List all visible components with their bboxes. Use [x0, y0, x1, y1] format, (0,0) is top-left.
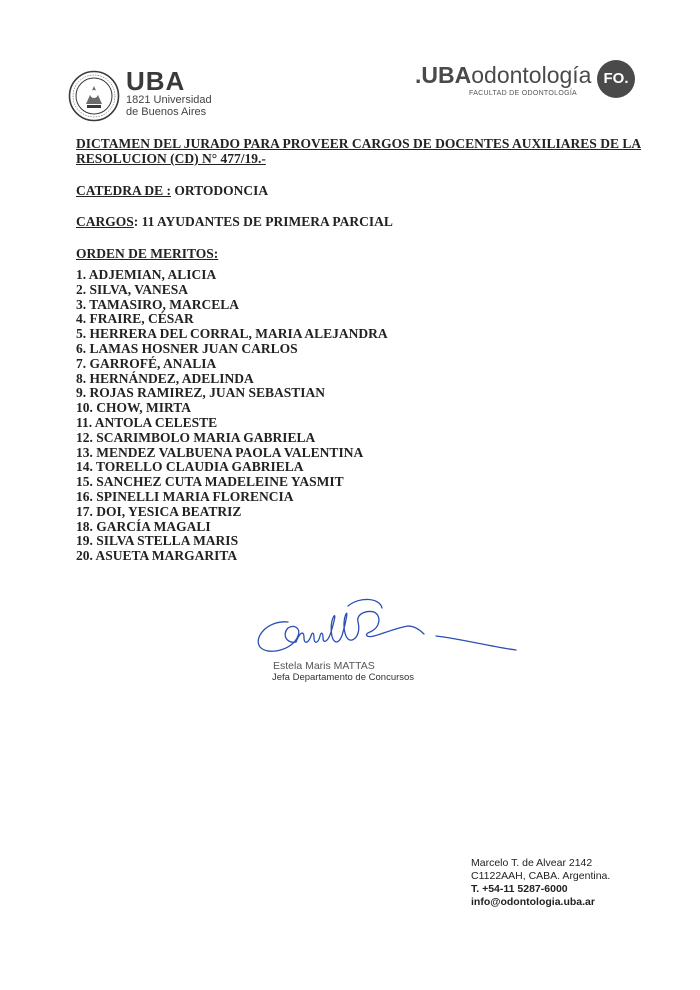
- list-item: 19. SILVA STELLA MARIS: [76, 533, 239, 549]
- list-item: 20. ASUETA MARGARITA: [76, 548, 238, 564]
- list-item: 6. LAMAS HOSNER JUAN CARLOS: [76, 340, 298, 356]
- list-item: 18. GARCÍA MAGALI: [76, 518, 211, 534]
- uba-sub-line2: de Buenos Aires: [126, 106, 207, 118]
- catedra-label: CATEDRA DE :: [76, 183, 172, 198]
- list-item: 15. SANCHEZ CUTA MADELEINE YASMIT: [76, 474, 344, 490]
- list-item: 17. DOI, YESICA BEATRIZ: [76, 503, 242, 519]
- uba-logo: [126, 68, 212, 118]
- list-item: 11. ANTOLA CELESTE: [76, 414, 218, 430]
- address-block: [471, 857, 610, 909]
- list-item: 1. ADJEMIAN, ALICIA: [76, 267, 217, 282]
- list-item: 10. CHOW, MIRTA: [76, 400, 192, 416]
- uba-logo-text: UBA: [126, 66, 186, 96]
- merit-list: [76, 268, 388, 564]
- fo-prefix: .UBA: [415, 62, 472, 88]
- cargos-separator: :: [133, 214, 139, 229]
- list-item: 3. TAMASIRO, MARCELA: [76, 296, 240, 312]
- fo-badge: FO.: [597, 60, 635, 98]
- list-item: 14. TORELLO CLAUDIA GABRIELA: [76, 459, 304, 475]
- fo-subtitle: FACULTAD DE ODONTOLOGÍA: [469, 90, 578, 97]
- address-line-1: Marcelo T. de Alvear 2142: [471, 857, 593, 869]
- cargos-value: 11 AYUDANTES DE PRIMERA PARCIAL: [141, 214, 393, 229]
- list-item: 5. HERRERA DEL CORRAL, MARIA ALEJANDRA: [76, 326, 388, 342]
- list-item: 8. HERNÁNDEZ, ADELINDA: [76, 370, 254, 386]
- list-item: 12. SCARIMBOLO MARIA GABRIELA: [76, 429, 316, 445]
- address-phone: T. +54-11 5287-6000: [471, 883, 568, 895]
- list-item: 7. GARROFÉ, ANALIA: [76, 355, 217, 371]
- orden-title: ORDEN DE MERITOS:: [76, 246, 219, 261]
- signature-name: Estela Maris MATTAS: [273, 660, 375, 672]
- list-item: 2. SILVA, VANESA: [76, 281, 189, 297]
- fo-title: [415, 62, 591, 88]
- heading-line-1: DICTAMEN DEL JURADO PARA PROVEER CARGOS DE DOCENTES AUXILIARES DE LA: [76, 136, 642, 151]
- uba-sub-line1: 1821 Universidad: [126, 94, 212, 106]
- address-email[interactable]: info@odontologia.uba.ar: [471, 896, 595, 908]
- catedra-value: ORTODONCIA: [174, 183, 269, 198]
- catedra-row: [76, 183, 268, 199]
- heading-line-2: RESOLUCION (CD) N° 477/19.-: [76, 151, 266, 166]
- list-item: 4. FRAIRE, CÉSAR: [76, 311, 194, 327]
- uba-seal-icon: [68, 70, 120, 122]
- signature-role: Jefa Departamento de Concursos: [272, 672, 415, 683]
- fo-logo: [415, 62, 592, 97]
- cargos-row: [76, 214, 393, 230]
- list-item: 9. ROJAS RAMIREZ, JUAN SEBASTIAN: [76, 385, 326, 401]
- list-item: 16. SPINELLI MARIA FLORENCIA: [76, 488, 294, 504]
- address-line-2: C1122AAH, CABA. Argentina.: [471, 870, 611, 882]
- cargos-label: CARGOS: [76, 214, 134, 229]
- list-item: 13. MENDEZ VALBUENA PAOLA VALENTINA: [76, 444, 364, 460]
- fo-name: odontología: [471, 62, 592, 88]
- document-heading: [76, 136, 646, 166]
